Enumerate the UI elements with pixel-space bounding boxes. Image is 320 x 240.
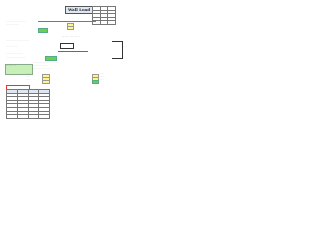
section-header-label: · · · · · · · · — [6, 65, 16, 67]
param-label: · · · · · — [99, 74, 104, 75]
result-cell — [92, 80, 99, 84]
input-cell[interactable] — [42, 80, 50, 84]
param-label: · · · · · — [99, 80, 104, 81]
param-row: · · · · · · · · · · · · · · · · · · · · · · · — [6, 41, 29, 42]
summary-table — [92, 6, 116, 25]
param-row: · · · · · · · · · · · · · · · · · · · — [33, 69, 52, 70]
result-cell — [45, 56, 57, 61]
result-label: · · · · · · · — [7, 85, 14, 87]
param-row: · · · · · · · · · · · · · · · · · — [6, 54, 23, 55]
param-row: · · · · · · · · · · · · · · · · · · · · — [6, 58, 26, 59]
param-row: · · · · · · · · · · · · · · · — [33, 66, 48, 67]
param-row: · · · · · · · · · · · · · · · · · · · · · · · · — [33, 63, 57, 64]
section-heading: · · · · · · · · · · · · · · — [62, 36, 80, 38]
result-cell — [38, 28, 48, 33]
red-underline — [58, 51, 88, 52]
dimension-box — [60, 43, 74, 49]
note-text: · · · · · · · · · · · · · · · · · · · · — [6, 22, 26, 23]
channel-section-diagram — [112, 41, 123, 59]
param-label: · · · · · — [26, 77, 31, 78]
note-text-2: · · · · · · · · · · · · · — [6, 25, 19, 26]
result-value: · · · · — [19, 85, 23, 87]
param-label: · · · · · — [99, 77, 104, 78]
input-cell[interactable] — [67, 26, 74, 30]
param-row: · · · · · · · · · · · · — [6, 47, 18, 48]
load-table — [6, 89, 50, 119]
page-title: Wall Load — [65, 6, 93, 14]
param-label: · · · · · — [26, 80, 31, 81]
param-label: · · · · · — [26, 74, 31, 75]
